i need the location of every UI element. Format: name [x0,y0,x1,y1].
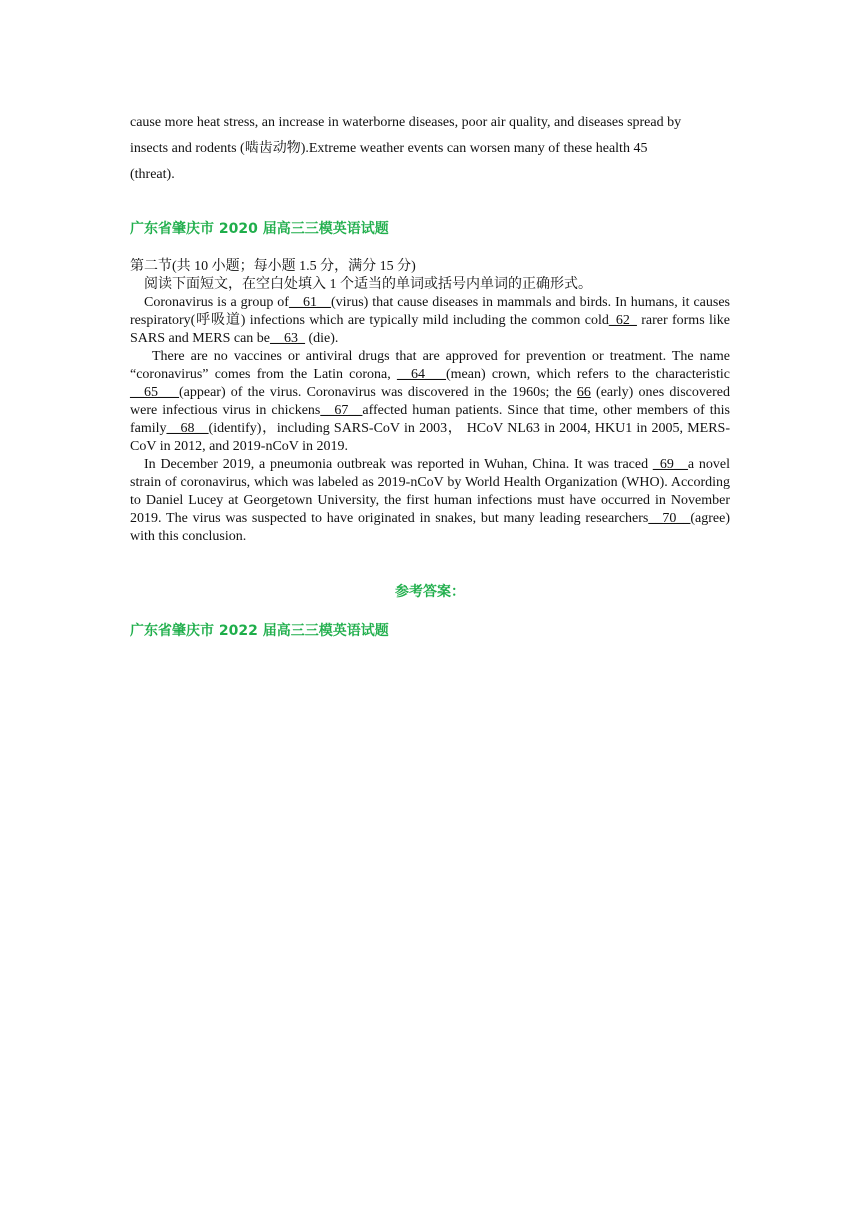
cloze-paragraph-1: Coronavirus is a group of__61__(virus) that cause diseases in mammals and birds. In humans, it causes respiratory(呼吸道) infections which are typically mild including the common cold_62_ rarer forms like SARS and MERS can be__63_ (die). [130,295,731,346]
blank-67: __67__ [320,403,363,418]
blank-63: __63_ [270,331,305,346]
section-instruction: 阅读下面短文，在空白处填入 1 个适当的单词或括号内单词的正确形式。 [144,277,592,292]
intro-line-2: insects and rodents (啮齿动物).Extreme weather events can worsen many of these health 45 [130,141,648,156]
blank-66: 66 [576,385,591,400]
blank-64: __64___ [396,367,446,382]
blank-62: _62_ [608,313,637,328]
answer-key-title: 参考答案： [395,584,465,600]
intro-line-3: (threat). [130,167,175,182]
heading-2020-exam: 广东省肇庆市 2020 届高三三模英语试题 [130,221,389,237]
blank-61: __61__ [288,295,331,310]
cloze-section [130,258,730,546]
cloze-paragraph-3: In December 2019, a pneumonia outbreak was reported in Wuhan, China. It was traced _69__a novel strain of coronavirus, which was labeled as 2019-nCoV by World Health Organization (WHO). According to Daniel Lucey at Georgetown University, the first human infections must have occurred in November 2019. The virus was suspected to have originated in snakes, but many leading researchers__70__(agree) with this conclusion. [130,457,730,544]
heading-2022-exam: 广东省肇庆市 2022 届高三三模英语试题 [130,623,389,639]
intro-paragraph [130,110,730,188]
blank-69: _69__ [652,457,688,472]
blank-68: __68__ [166,421,209,436]
blank-70: __70__ [648,511,691,526]
cloze-paragraph-2: There are no vaccines or antiviral drugs that are approved for prevention or treatment. The name “coronavirus” comes from the Latin corona, __64___(mean) crown, which refers to the characteristic __65___(appear) of the virus. Coronavirus was discovered in the 1960s; the 66 (early) ones discovered were infectious virus in chickens__67__affected human patients. Since that time, other members of this family__68__(identify)，including SARS-CoV in 2003， HCoV NL63 in 2004, HKU1 in 2005, MERS-CoV in 2012, and 2019-nCoV in 2019. [130,349,730,454]
section-title: 第二节(共 10 小题；每小题 1.5 分，满分 15 分) [130,259,416,274]
intro-line-1: cause more heat stress, an increase in waterborne diseases, poor air quality, and diseases spread by [130,115,682,130]
blank-65: __65___ [130,385,179,400]
